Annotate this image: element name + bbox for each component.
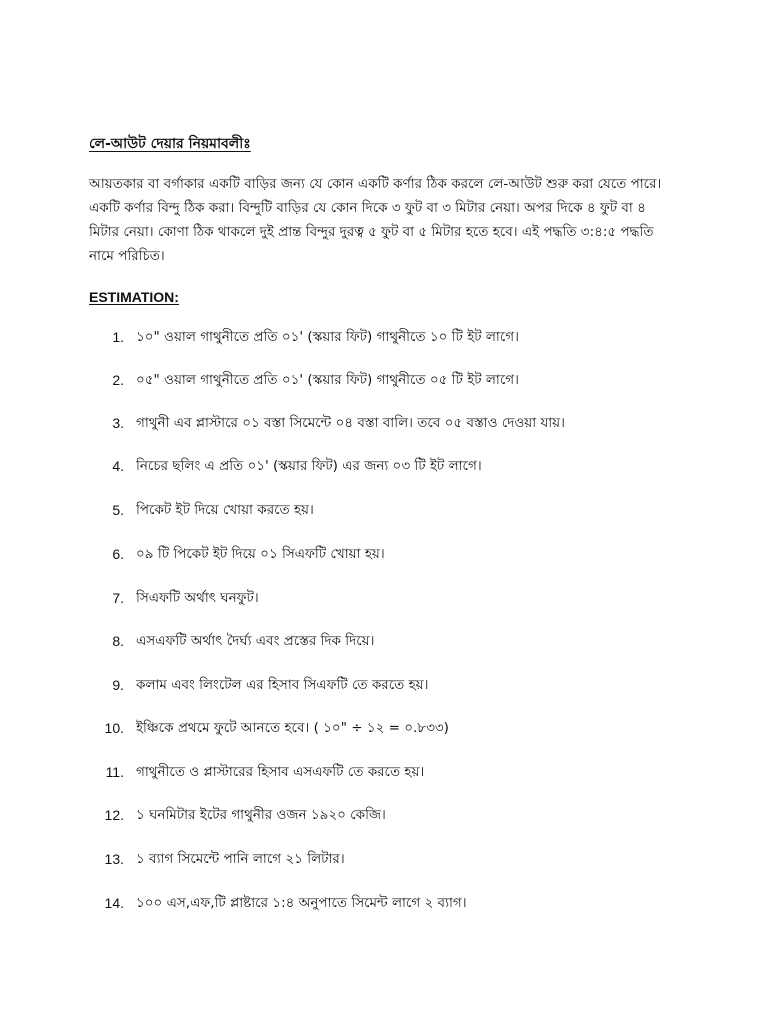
estimation-heading: ESTIMATION: (89, 289, 179, 305)
list-item (0, 761, 700, 783)
list-item-number: 11. (105, 764, 124, 780)
list-item (0, 892, 700, 914)
list-item-number: 7. (112, 590, 124, 606)
list-item-text: এসএফটি অর্থাৎ দৈর্ঘ্য এবং প্রস্তের দিক দিয়ে। (136, 633, 375, 649)
list-item-number: 1. (112, 329, 124, 345)
list-item (0, 587, 700, 609)
list-item-number: 6. (112, 546, 124, 562)
list-item-text: নিচের ছলিং এ প্রতি ০১' (স্কয়ার ফিট) এর জন্য ০৩ টি ইট লাগে। (136, 458, 482, 474)
list-item-text: ০৯ টি পিকেট ইট দিয়ে ০১ সিএফটি খোয়া হয়। (136, 546, 385, 562)
list-item-text: ১০০ এস,এফ,টি প্লাষ্টারে ১:৪ অনুপাতে সিমেন্ট লাগে ২ ব্যাগ। (136, 895, 467, 911)
list-item-text: ইঞ্চিকে প্রথমে ফুটে আনতে হবে। ( ১০" ÷ ১২ = ০.৮৩৩) (136, 720, 449, 736)
list-item (0, 804, 700, 826)
list-item-text: ১ ঘনমিটার ইটের গাথুনীর ওজন ১৯২০ কেজি। (136, 807, 386, 823)
list-item-text: ০৫" ওয়াল গাথুনীতে প্রতি ০১' (স্কয়ার ফিট) গাথুনীতে ০৫ টি ইট লাগে। (136, 372, 519, 388)
list-item (0, 369, 700, 391)
list-item-number: 14. (104, 895, 124, 911)
list-item (0, 326, 700, 348)
list-item (0, 499, 700, 521)
paragraph-line: একটি কর্ণার বিন্দু ঠিক করা। বিন্দুটি বাড়ির যে কোন দিকে ৩ ফুট বা ৩ মিটার নেয়া। অপর দিকে ৪ ফুট বা ৪ (89, 200, 646, 216)
list-item-text: গাথুনী এব প্লাস্টারে ০১ বস্তা সিমেন্টে ০৪ বস্তা বালি। তবে ০৫ বস্তাও দেওয়া যায়। (136, 415, 565, 431)
paragraph-line: নামে পরিচিত। (89, 248, 165, 264)
layout-rules-heading: লে-আউট দেয়ার নিয়মাবলীঃ (89, 136, 251, 152)
paragraph-line: আয়তকার বা বর্গাকার একটি বাড়ির জন্য যে কোন একটি কর্ণার ঠিক করলে লে-আউট শুরু করা যেতে পারে। (89, 176, 662, 192)
list-item-number: 2. (112, 372, 124, 388)
list-item (0, 630, 700, 652)
list-item (0, 674, 700, 696)
list-item-number: 13. (104, 851, 124, 867)
list-item (0, 717, 700, 739)
list-item-number: 10. (104, 720, 124, 736)
list-item (0, 412, 700, 434)
list-item-text: পিকেট ইট দিয়ে খোয়া করতে হয়। (136, 502, 314, 518)
list-item-text: গাথুনীতে ও প্লাস্টারের হিসাব এসএফটি তে করতে হয়। (136, 764, 425, 780)
list-item-number: 12. (104, 807, 124, 823)
list-item (0, 455, 700, 477)
list-item-text: ১ ব্যাগ সিমেন্টে পানি লাগে ২১ লিটার। (136, 851, 345, 867)
list-item (0, 543, 700, 565)
list-item-text: কলাম এবং লিংটেল এর হিসাব সিএফটি তে করতে হয়। (136, 677, 429, 693)
list-item (0, 848, 700, 870)
list-item-number: 8. (112, 633, 124, 649)
list-item-number: 9. (112, 677, 124, 693)
list-item-number: 3. (112, 415, 124, 431)
list-item-text: সিএফটি অর্থাৎ ঘনফুট। (136, 590, 259, 606)
list-item-number: 4. (112, 458, 124, 474)
paragraph-line: মিটার নেয়া। কোণা ঠিক থাকলে দুই প্রান্ত বিন্দুর দুরত্ব ৫ ফুট বা ৫ মিটার হতে হবে। এই পদ্ধতি ৩:৪:৫ পদ্ধতি (89, 224, 654, 240)
list-item-text: ১০" ওয়াল গাথুনীতে প্রতি ০১' (স্কয়ার ফিট) গাথুনীতে ১০ টি ইট লাগে। (136, 329, 519, 345)
list-item-number: 5. (112, 502, 124, 518)
